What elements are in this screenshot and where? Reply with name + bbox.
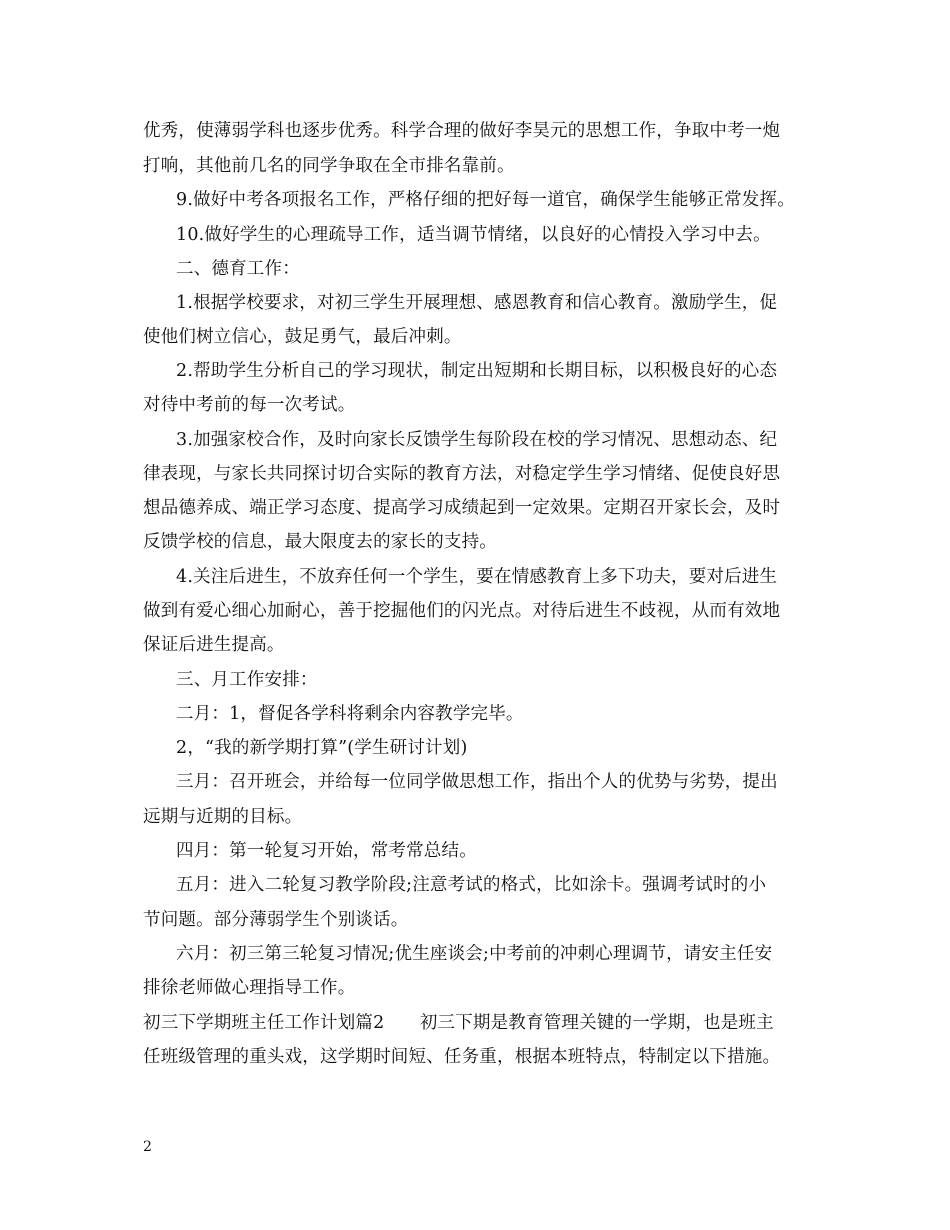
text-line: 保证后进生提高。 bbox=[143, 635, 285, 655]
section-heading: 二、德育工作： bbox=[176, 259, 300, 279]
text-line: 3.加强家校合作，及时向家长反馈学生每阶段在校的学习情况、思想动态、纪 bbox=[176, 430, 778, 450]
text-line: 9.做好中考各项报名工作，严格仔细的把好每一道官，确保学生能够正常发挥。 bbox=[176, 190, 795, 210]
text-line: 对待中考前的每一次考试。 bbox=[143, 395, 356, 415]
text-line: 五月：进入二轮复习教学阶段;注意考试的格式，比如涂卡。强调考试时的小 bbox=[176, 875, 767, 895]
text-line: 优秀，使薄弱学科也逐步优秀。科学合理的做好李昊元的思想工作，争取中考一炮 bbox=[143, 121, 781, 141]
text-line: 做到有爱心细心加耐心，善于挖掘他们的闪光点。对待后进生不歧视，从而有效地 bbox=[143, 601, 781, 621]
text-line: 4.关注后进生，不放弃任何一个学生，要在情感教育上多下功夫，要对后进生 bbox=[176, 567, 778, 587]
text-line: 排徐老师做心理指导工作。 bbox=[143, 978, 356, 998]
text-line: 打响，其他前几名的同学争取在全市排名靠前。 bbox=[143, 156, 515, 176]
text-line: 10.做好学生的心理疏导工作，适当调节情绪，以良好的心情投入学习中去。 bbox=[176, 225, 771, 245]
text-line: 2，“我的新学期打算”(学生研讨计划) bbox=[176, 738, 468, 758]
text-line: 六月：初三第三轮复习情况;优生座谈会;中考前的冲刺心理调节，请安主任安 bbox=[176, 944, 773, 964]
text-line: 节问题。部分薄弱学生个别谈话。 bbox=[143, 910, 409, 930]
text-line: 四月：第一轮复习开始，常考常总结。 bbox=[176, 841, 477, 861]
text-line: 三月：召开班会，并给每一位同学做思想工作，指出个人的优势与劣势，提出 bbox=[176, 772, 778, 792]
text-line: 反馈学校的信息，最大限度去的家长的支持。 bbox=[143, 532, 497, 552]
text-line: 想品德养成、端正学习态度、提高学习成绩起到一定效果。定期召开家长会，及时 bbox=[143, 498, 781, 518]
text-line: 律表现，与家长共同探讨切合实际的教育方法，对稳定学生学习情绪、促使良好思 bbox=[143, 464, 781, 484]
text-line: 初三下学期班主任工作计划篇2 初三下期是教育管理关键的一学期，也是班主 bbox=[143, 1013, 774, 1033]
text-line: 远期与近期的目标。 bbox=[143, 807, 303, 827]
text-line: 二月：1，督促各学科将剩余内容教学完毕。 bbox=[176, 704, 524, 724]
text-line: 2.帮助学生分析自己的学习现状，制定出短期和长期目标，以积极良好的心态 bbox=[176, 361, 778, 381]
text-line: 使他们树立信心，鼓足勇气，最后冲刺。 bbox=[143, 327, 462, 347]
text-line: 任班级管理的重头戏，这学期时间短、任务重，根据本班特点，特制定以下措施。 bbox=[143, 1047, 781, 1067]
section-heading: 三、月工作安排： bbox=[176, 670, 318, 690]
text-line: 1.根据学校要求，对初三学生开展理想、感恩教育和信心教育。激励学生，促 bbox=[176, 293, 778, 313]
page-number: 2 bbox=[143, 1139, 152, 1155]
